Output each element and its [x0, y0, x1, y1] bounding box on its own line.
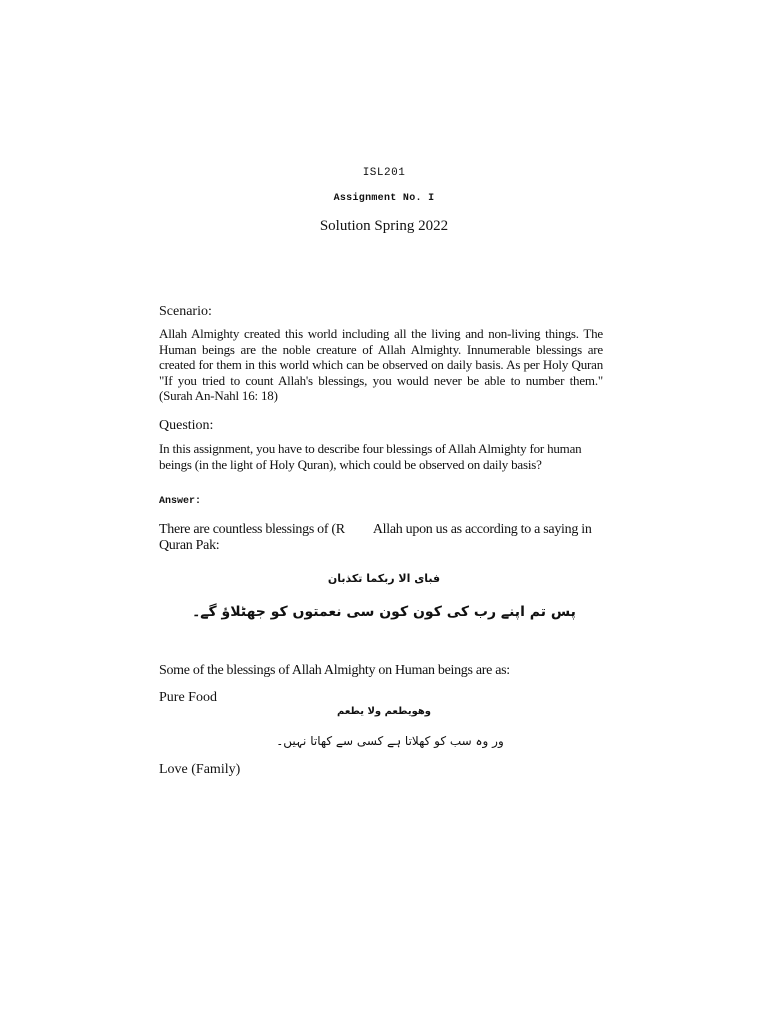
answer-label: Answer: [159, 496, 202, 507]
blessings-intro: Some of the blessings of Allah Almighty on Human beings are as: [159, 663, 510, 678]
pure-food-heading: Pure Food [159, 690, 217, 705]
pure-food-urdu-translation: ور وہ سب کو کھلاتا ہے کسی سے کھاتا نہیں۔ [276, 734, 504, 748]
course-code: ISL201 [362, 167, 406, 179]
urdu-translation: پس تم اپنے رب کی کون کون سی نعمتوں کو جھٹلاؤ گے۔ [192, 604, 576, 620]
arabic-verse: فبای الا ربکما تکذبان [327, 572, 441, 585]
pure-food-arabic-verse: وھویطعم ولا یطعم [336, 706, 431, 717]
question-paragraph: In this assignment, you have to describe four blessings of Allah Almighty for human beings (in the light of Holy Quran), which could be observed on daily basis? [159, 441, 582, 472]
scenario-heading: Scenario: [159, 304, 212, 319]
scenario-paragraph: Allah Almighty created this world including all the living and non-living things. The Human beings are the noble creature of Allah Almighty. Innumerable blessings are created for them in this world which can be observed on daily basis. As per Holy Quran "If you tried to count Allah's blessings, you would never be able to number them." (Surah An-Nahl 16: 18) [159, 326, 603, 403]
answer-paragraph: There are countless blessings of (R Allah upon us as according to a saying in Quran Pak: [159, 522, 595, 553]
question-heading: Question: [159, 418, 214, 433]
love-family-heading: Love (Family) [159, 762, 241, 777]
assignment-number: Assignment No. I [333, 193, 435, 204]
document-title: Solution Spring 2022 [319, 218, 449, 234]
